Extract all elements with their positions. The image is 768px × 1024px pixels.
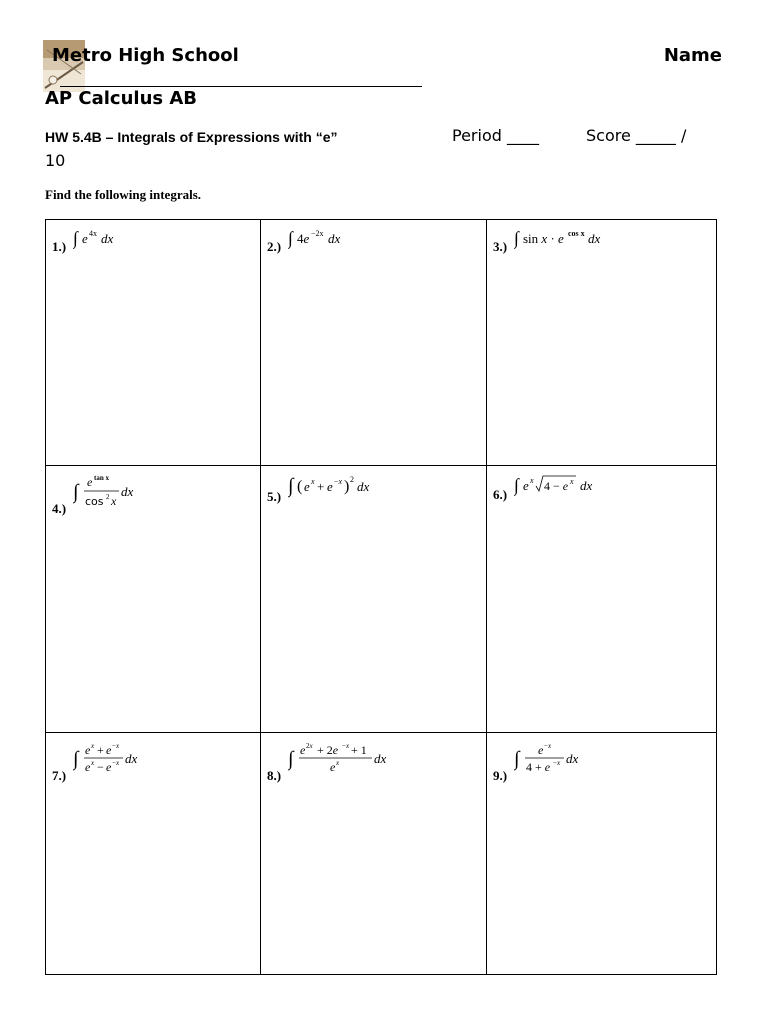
integral-expression (288, 226, 358, 255)
integral-expression (288, 739, 398, 784)
svg-text:dx: dx (101, 231, 114, 246)
svg-text:e: e (106, 743, 112, 757)
svg-text:+: + (317, 479, 325, 494)
integral-expression (73, 472, 153, 517)
svg-text:4e: 4e (297, 231, 310, 246)
problem-grid (45, 219, 717, 975)
svg-text:−x: −x (553, 759, 561, 767)
svg-text:e: e (304, 479, 310, 494)
svg-text:dx: dx (357, 479, 370, 494)
svg-text:x: x (111, 494, 117, 508)
svg-text:∫: ∫ (73, 481, 79, 503)
svg-text:dx: dx (374, 751, 387, 766)
problem-number: 8.) (267, 768, 282, 783)
svg-text:e: e (82, 231, 88, 246)
svg-text:2: 2 (350, 475, 355, 484)
integral-expression (514, 739, 594, 784)
svg-text:−x: −x (112, 759, 120, 767)
score-field: Score _____ / (586, 126, 687, 145)
svg-text:4 + e: 4 + e (526, 760, 551, 774)
svg-text:dx: dx (121, 484, 134, 499)
problem-cell-1 (46, 220, 261, 466)
svg-text:e: e (106, 760, 112, 774)
problem-cell-6 (487, 466, 717, 733)
svg-text:dx: dx (125, 751, 138, 766)
svg-text:2x: 2x (306, 742, 313, 750)
integral-expression (288, 472, 388, 505)
svg-text:e: e (538, 743, 544, 757)
svg-text:e: e (327, 479, 333, 494)
svg-text:e: e (523, 478, 529, 493)
svg-text:(: ( (297, 478, 303, 495)
svg-text:−x: −x (544, 742, 552, 750)
problem-cell-4 (46, 466, 261, 733)
integral-expression (514, 226, 614, 255)
svg-text:∫: ∫ (288, 228, 294, 248)
score-total: 10 (45, 151, 66, 170)
svg-text:4x: 4x (89, 229, 98, 238)
problem-cell-9 (487, 733, 717, 975)
svg-text:cos: cos (85, 495, 104, 508)
svg-text:x: x (91, 742, 95, 750)
svg-text:x: x (530, 476, 534, 485)
svg-text:∫: ∫ (73, 748, 79, 770)
svg-text:e: e (330, 760, 336, 774)
problem-cell-2 (261, 220, 487, 466)
svg-text:x: x (91, 759, 95, 767)
svg-text:∫: ∫ (288, 748, 294, 770)
svg-text:−: − (97, 760, 104, 774)
svg-text:dx: dx (580, 478, 593, 493)
svg-text:−x: −x (334, 477, 343, 486)
svg-text:∫: ∫ (514, 748, 520, 770)
name-label: Name (663, 45, 722, 66)
instructions: Find the following integrals. (45, 187, 202, 202)
svg-text:sin x · e: sin x · e (523, 231, 564, 246)
problem-number: 3.) (493, 239, 508, 254)
svg-text:x: x (336, 759, 340, 767)
svg-text:dx: dx (588, 231, 601, 246)
svg-text:∫: ∫ (288, 475, 294, 497)
svg-text:x: x (311, 477, 315, 486)
svg-text:+: + (97, 743, 104, 757)
svg-text:−x: −x (342, 742, 350, 750)
svg-text:e: e (85, 743, 91, 757)
svg-text:e: e (87, 475, 93, 489)
svg-text:∫: ∫ (514, 228, 520, 248)
problem-number: 2.) (267, 239, 282, 254)
assignment-title: HW 5.4B – Integrals of Expressions with “e” (45, 129, 338, 145)
svg-text:−x: −x (112, 742, 120, 750)
problem-number: 6.) (493, 487, 508, 502)
problem-number: 1.) (52, 239, 67, 254)
problem-cell-5 (261, 466, 487, 733)
period-field: Period ____ (452, 126, 539, 145)
svg-text:+ 2e: + 2e (317, 743, 339, 757)
svg-text:∫: ∫ (514, 475, 520, 495)
svg-text:+ 1: + 1 (351, 743, 367, 757)
problem-number: 5.) (267, 489, 282, 504)
problem-cell-8 (261, 733, 487, 975)
svg-text:x: x (570, 477, 574, 486)
name-blank-line (60, 86, 422, 87)
school-name: Metro High School (52, 45, 239, 66)
svg-text:e: e (300, 743, 306, 757)
svg-text:−2x: −2x (311, 229, 324, 238)
integral-expression (514, 472, 614, 503)
svg-text:∫: ∫ (73, 228, 79, 248)
problem-number: 4.) (52, 501, 67, 516)
problem-number: 9.) (493, 768, 508, 783)
svg-text:4 − e: 4 − e (544, 479, 569, 493)
svg-text:dx: dx (328, 231, 341, 246)
svg-text:cos x: cos x (568, 229, 585, 238)
problem-cell-3 (487, 220, 717, 466)
course-title: AP Calculus AB (45, 88, 198, 109)
svg-text:): ) (344, 478, 350, 495)
problem-cell-7 (46, 733, 261, 975)
svg-text:e: e (85, 760, 91, 774)
svg-text:2: 2 (106, 493, 110, 501)
problem-number: 7.) (52, 768, 67, 783)
svg-text:tan x: tan x (94, 474, 110, 482)
integral-expression (73, 739, 153, 784)
integral-expression (73, 226, 133, 255)
svg-text:dx: dx (566, 751, 579, 766)
